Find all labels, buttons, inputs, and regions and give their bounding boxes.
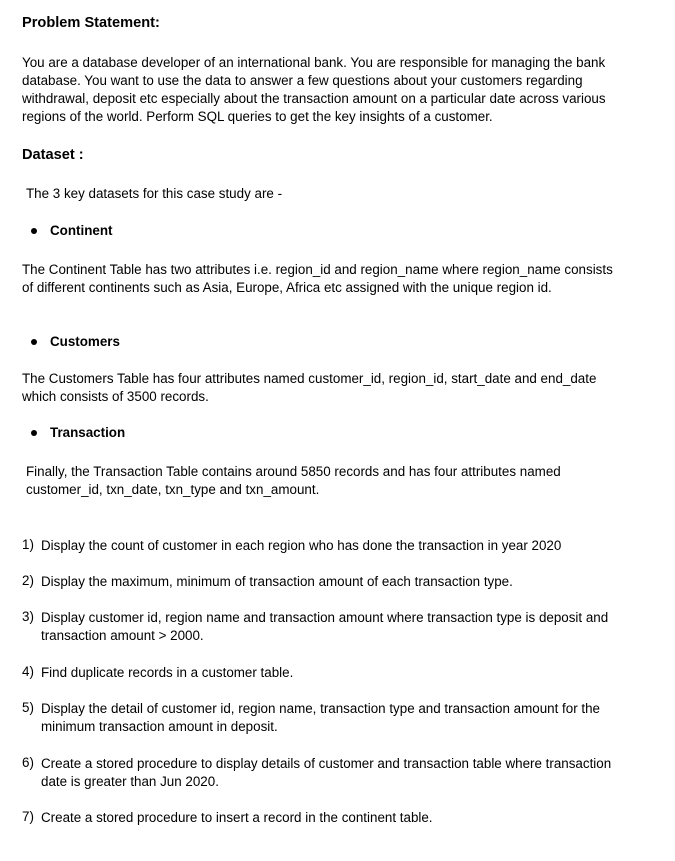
- dataset-heading: Dataset :: [22, 147, 84, 163]
- problem-line: withdrawal, deposit etc especially about the transaction amount on a particular date across various: [22, 91, 606, 106]
- problem-statement-paragraph: [22, 54, 606, 126]
- question-item: [41, 573, 513, 591]
- bullet-icon: [31, 228, 37, 234]
- question-line: minimum transaction amount in deposit.: [41, 719, 278, 734]
- continent-line: of different continents such as Asia, Europe, Africa etc assigned with the unique region id.: [22, 280, 552, 295]
- bullet-icon: [31, 430, 37, 436]
- question-line: Display customer id, region name and transaction amount where transaction type is deposit and: [41, 610, 609, 625]
- customers-line: which consists of 3500 records.: [22, 389, 209, 404]
- question-item: [41, 755, 611, 791]
- bullet-icon: [31, 339, 37, 345]
- question-line: date is greater than Jun 2020.: [41, 774, 219, 789]
- question-item: [41, 537, 561, 555]
- customers-title: Customers: [50, 334, 120, 349]
- question-line: Find duplicate records in a customer table.: [41, 665, 294, 680]
- customers-description: [22, 370, 596, 406]
- problem-line: You are a database developer of an international bank. You are responsible for managing the bank: [22, 55, 606, 70]
- question-line: Display the maximum, minimum of transaction amount of each transaction type.: [41, 574, 513, 589]
- question-item: [41, 664, 293, 682]
- problem-statement-heading: Problem Statement:: [22, 15, 160, 31]
- problem-line: regions of the world. Perform SQL queries to get the key insights of a customer.: [22, 109, 493, 124]
- transaction-line: customer_id, txn_date, txn_type and txn_amount.: [26, 482, 320, 497]
- question-number: 1): [22, 537, 34, 552]
- question-number: 7): [22, 809, 34, 824]
- question-item: [41, 609, 608, 645]
- dataset-intro: The 3 key datasets for this case study are -: [26, 186, 283, 201]
- question-number: 2): [22, 573, 34, 588]
- problem-line: database. You want to use the data to answer a few questions about your customers regarding: [22, 73, 583, 88]
- transaction-title: Transaction: [50, 425, 126, 440]
- transaction-description: [26, 463, 561, 499]
- continent-title: Continent: [50, 223, 113, 238]
- transaction-line: Finally, the Transaction Table contains around 5850 records and has four attributes named: [26, 464, 561, 479]
- question-line: Create a stored procedure to display details of customer and transaction table where transaction: [41, 756, 612, 771]
- question-number: 5): [22, 700, 34, 715]
- question-line: Display the detail of customer id, region name, transaction type and transaction amount for the: [41, 701, 600, 716]
- question-number: 6): [22, 755, 34, 770]
- question-line: transaction amount > 2000.: [41, 628, 204, 643]
- question-number: 3): [22, 609, 34, 624]
- question-item: [41, 700, 600, 736]
- question-item: [41, 809, 433, 827]
- question-line: Create a stored procedure to insert a record in the continent table.: [41, 810, 433, 825]
- question-line: Display the count of customer in each region who has done the transaction in year 2020: [41, 538, 562, 553]
- customers-line: The Customers Table has four attributes named customer_id, region_id, start_date and end_date: [22, 371, 597, 386]
- question-number: 4): [22, 664, 34, 679]
- continent-line: The Continent Table has two attributes i.e. region_id and region_name where region_name consists: [22, 262, 613, 277]
- continent-description: [22, 261, 613, 297]
